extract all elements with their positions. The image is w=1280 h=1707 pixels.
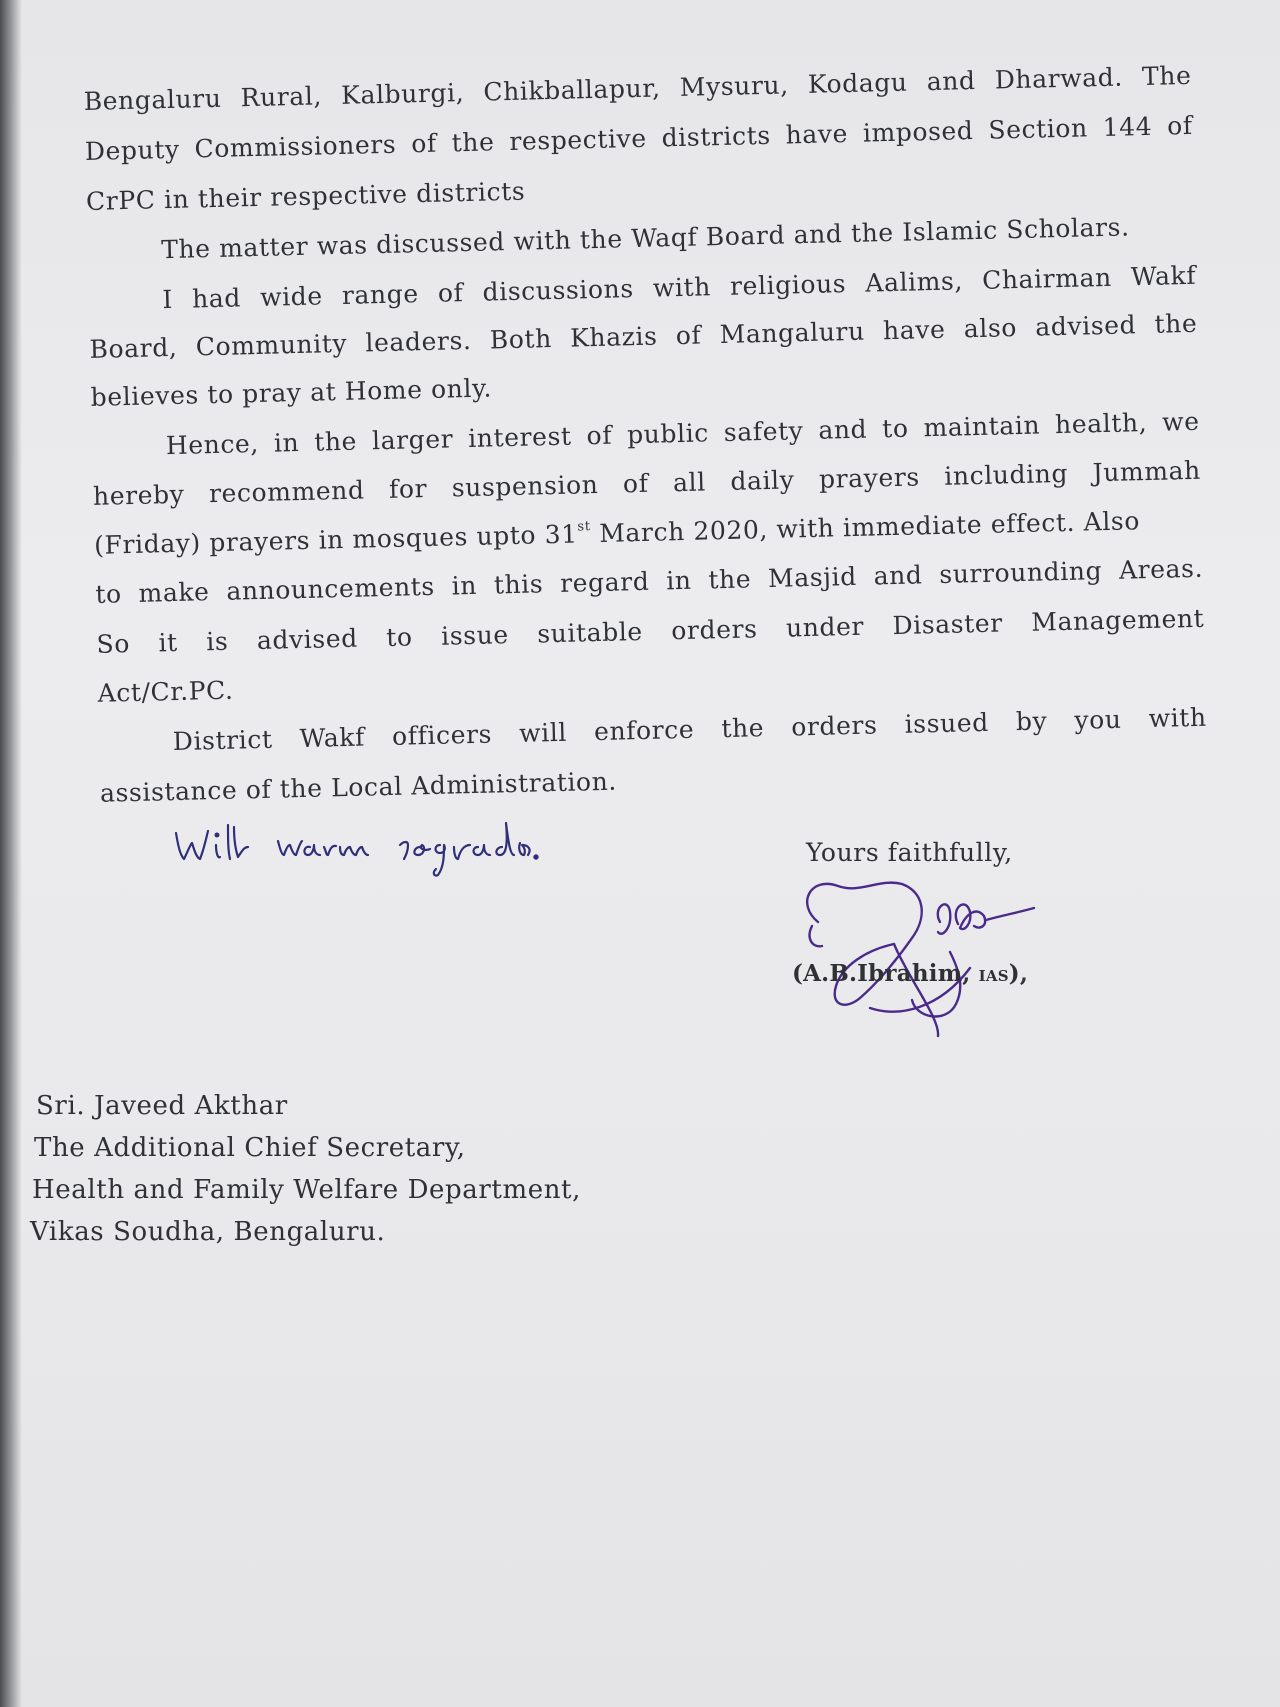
body-line-3: CrPC in their respective districts	[85, 176, 526, 216]
body-line-13: Act/Cr.PC.	[97, 675, 234, 708]
closing-salutation: Yours faithfully,	[806, 838, 1013, 867]
signatory-suffix: IAS	[978, 967, 1009, 985]
letter-body	[40, 43, 1207, 808]
signatory-name-end: ),	[1008, 960, 1029, 987]
body-line-10	[94, 506, 1140, 561]
signatory-name-text: (A.B.Ibrahim,	[792, 960, 979, 987]
body-line-10-b: March 2020, with immediate effect. Also	[590, 506, 1141, 549]
body-line-7: believes to pray at Home only.	[90, 373, 493, 412]
body-line-15: assistance of the Local Administration.	[99, 766, 618, 808]
body-line-14: District Wakf officers will enforce the orders issued by you with	[172, 702, 1207, 757]
body-line-9: hereby recommend for suspension of all daily prayers including Jummah	[92, 455, 1202, 511]
recipient-line-3: Health and Family Welfare Department,	[32, 1175, 581, 1205]
body-line-2: Deputy Commissioners of the respective districts have imposed Section 144 of	[84, 110, 1193, 166]
handwritten-note	[172, 815, 572, 885]
recipient-line-1: Sri. Javeed Akthar	[36, 1091, 288, 1121]
body-line-6: Board, Community leaders. Both Khazis of Mangaluru have also advised the	[89, 308, 1198, 364]
ordinal-suffix: st	[577, 519, 591, 535]
body-line-1: Bengaluru Rural, Kalburgi, Chikballapur, Mysuru, Kodagu and Dharwad. The	[83, 60, 1192, 116]
signatory-name	[792, 960, 1028, 987]
recipient-line-2: The Additional Chief Secretary,	[34, 1133, 466, 1163]
signature	[790, 868, 1120, 1038]
body-line-5: I had wide range of discussions with religious Aalims, Chairman Wakf	[162, 260, 1197, 315]
body-line-10-a: (Friday) prayers in mosques upto 31	[93, 519, 578, 560]
body-line-11: to make announcements in this regard in the Masjid and surrounding Areas.	[95, 553, 1204, 609]
page-edge-shadow	[0, 0, 22, 1707]
recipient-line-4: Vikas Soudha, Bengaluru.	[30, 1217, 386, 1247]
body-line-12: So it is advised to issue suitable orders under Disaster Management	[96, 603, 1205, 659]
body-line-8: Hence, in the larger interest of public safety and to maintain health, we	[165, 406, 1200, 461]
body-line-4: The matter was discussed with the Waqf Board and the Islamic Scholars.	[160, 212, 1130, 265]
